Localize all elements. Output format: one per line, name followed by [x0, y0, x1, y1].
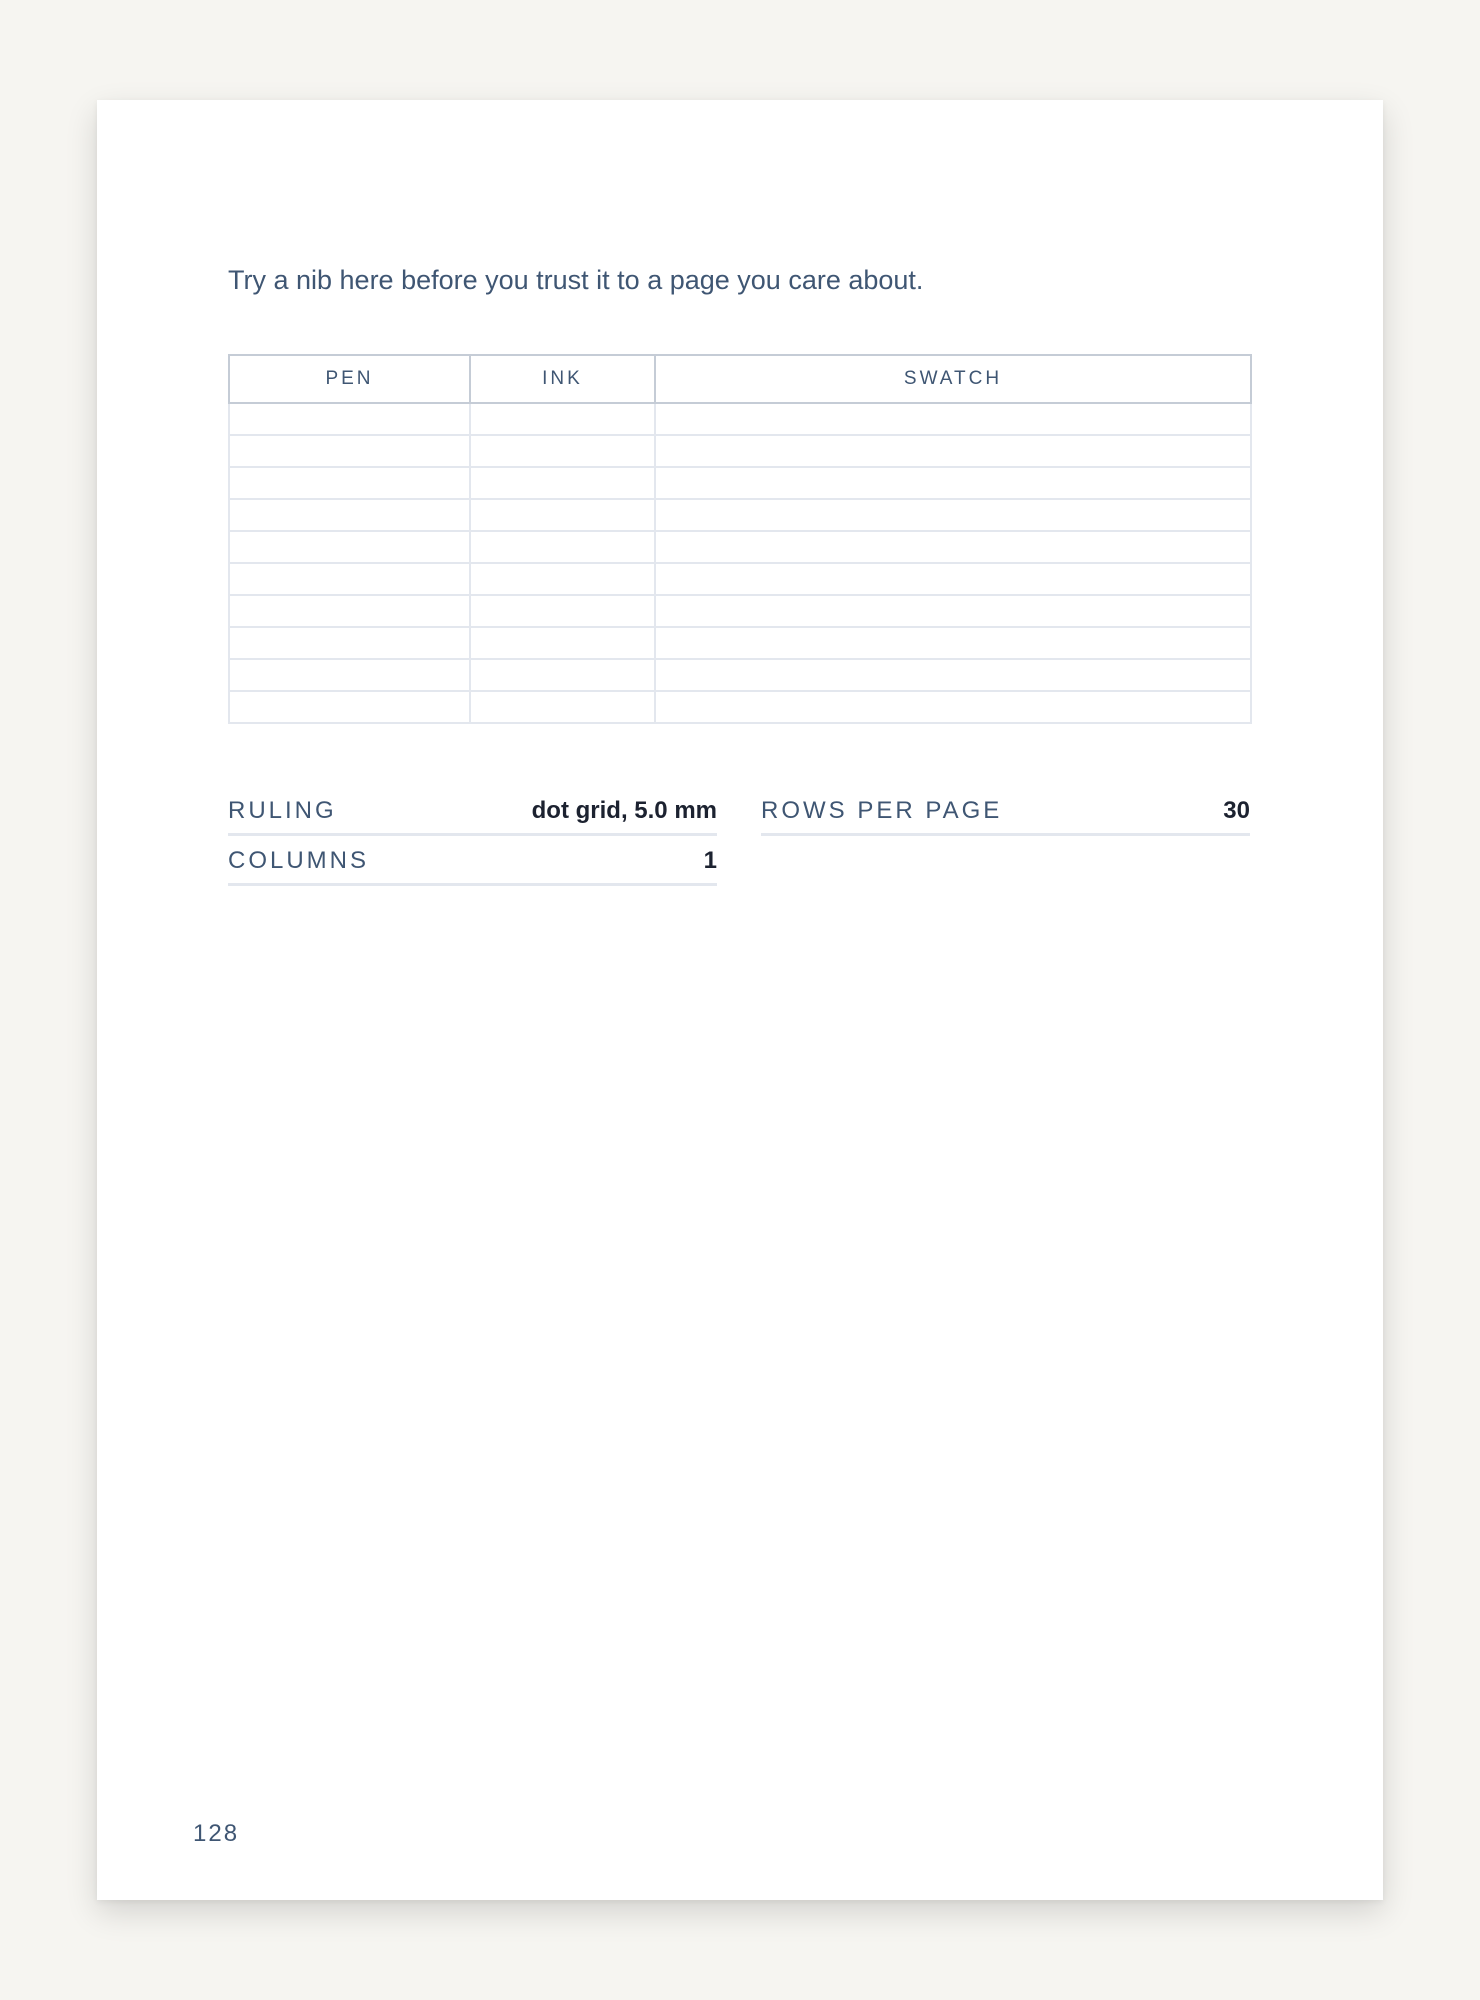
pen-cell[interactable]	[229, 467, 470, 499]
table-row	[229, 403, 1251, 435]
column-header-ink: INK	[470, 355, 655, 403]
ruling-label: RULING	[228, 797, 337, 824]
intro-text: Try a nib here before you trust it to a page you care about.	[228, 265, 924, 295]
column-header-swatch: SWATCH	[655, 355, 1251, 403]
swatch-cell[interactable]	[655, 627, 1251, 659]
pen-cell[interactable]	[229, 499, 470, 531]
page-number: 128	[193, 1820, 240, 1847]
ink-cell[interactable]	[470, 595, 655, 627]
columns-label: COLUMNS	[228, 847, 370, 874]
swatch-cell[interactable]	[655, 403, 1251, 435]
swatch-cell[interactable]	[655, 691, 1251, 723]
notebook-page	[97, 100, 1383, 1900]
pen-test-table	[228, 354, 1252, 724]
column-header-pen: PEN	[229, 355, 470, 403]
table-row	[229, 691, 1251, 723]
table-row	[229, 435, 1251, 467]
ink-cell[interactable]	[470, 403, 655, 435]
pen-cell[interactable]	[229, 403, 470, 435]
swatch-cell[interactable]	[655, 499, 1251, 531]
table-header-row	[229, 355, 1251, 403]
pen-cell[interactable]	[229, 563, 470, 595]
pen-cell[interactable]	[229, 691, 470, 723]
table-row	[229, 563, 1251, 595]
pen-cell[interactable]	[229, 659, 470, 691]
ink-cell[interactable]	[470, 531, 655, 563]
swatch-cell[interactable]	[655, 563, 1251, 595]
pen-cell[interactable]	[229, 531, 470, 563]
ruling-value: dot grid, 5.0 mm	[531, 797, 717, 824]
rows-per-page-row	[761, 788, 1250, 836]
table-row	[229, 467, 1251, 499]
columns-row	[228, 838, 717, 886]
pen-cell[interactable]	[229, 435, 470, 467]
swatch-cell[interactable]	[655, 595, 1251, 627]
ink-cell[interactable]	[470, 563, 655, 595]
swatch-cell[interactable]	[655, 659, 1251, 691]
ink-cell[interactable]	[470, 627, 655, 659]
rows-per-page-value: 30	[1223, 797, 1250, 824]
table-row	[229, 531, 1251, 563]
table-row	[229, 659, 1251, 691]
ink-cell[interactable]	[470, 467, 655, 499]
pen-cell[interactable]	[229, 627, 470, 659]
swatch-cell[interactable]	[655, 435, 1251, 467]
rows-per-page-label: ROWS PER PAGE	[761, 797, 1003, 824]
pen-cell[interactable]	[229, 595, 470, 627]
table-row	[229, 499, 1251, 531]
ink-cell[interactable]	[470, 691, 655, 723]
swatch-cell[interactable]	[655, 531, 1251, 563]
columns-value: 1	[703, 847, 717, 874]
ink-cell[interactable]	[470, 659, 655, 691]
ink-cell[interactable]	[470, 499, 655, 531]
ruling-row	[228, 788, 717, 836]
table-row	[229, 627, 1251, 659]
table-row	[229, 595, 1251, 627]
ink-cell[interactable]	[470, 435, 655, 467]
swatch-cell[interactable]	[655, 467, 1251, 499]
